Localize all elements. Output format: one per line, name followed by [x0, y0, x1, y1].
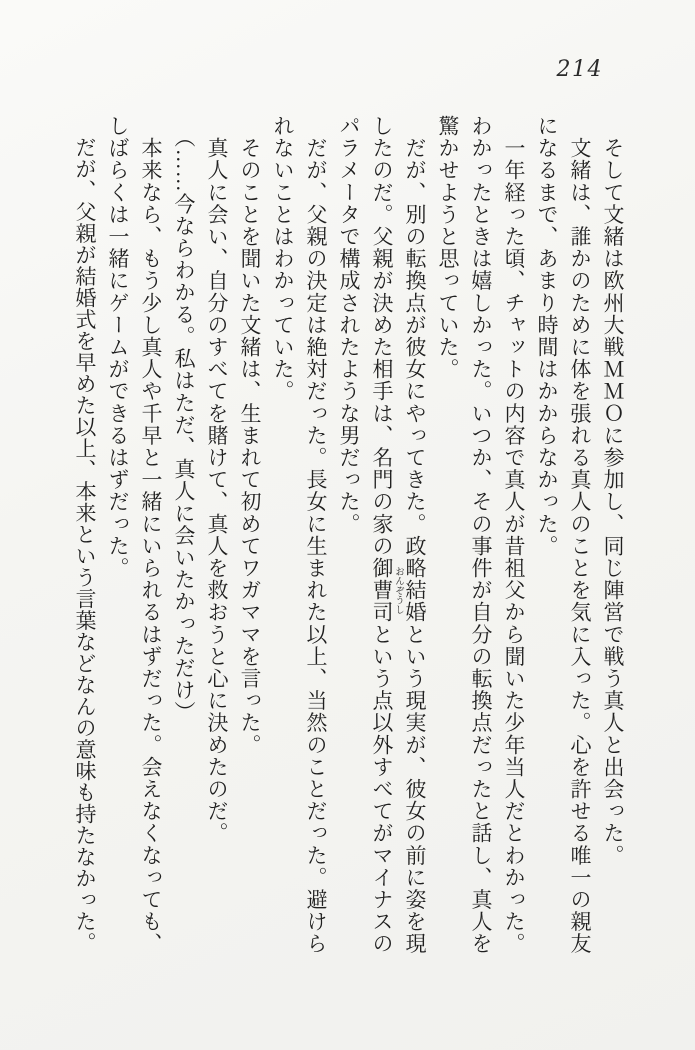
page-text: [67, 115, 629, 960]
ruby-base: 御曹司 おんぞうし: [370, 557, 403, 624]
paragraph-5: だが、父親の決定は絶対だった。長女に生まれた以上、当然のことだった。避けられないことはわかっていた。: [271, 115, 328, 955]
paragraph-1: そして文緒は欧州大戦ＭＭＯに参加し、同じ陣営で戦う真人と出会った。: [601, 115, 625, 867]
paragraph-8: （……今ならわかる。私はただ、真人に会いたかっただけ）: [172, 115, 196, 724]
paragraph-3: 一年経った頃、チャットの内容で真人が昔祖父から聞いた少年当人だとわかった。わかったときは嬉しかった。いつか、その事件が自分の転換点だったと話し、真人を驚かせようと思っていた。: [436, 115, 526, 955]
furigana: おんぞうし: [393, 557, 403, 624]
paragraph-9: 本来なら、もう少し真人や千早と一緒にいられるはずだった。会えなくなっても、しばらくは一緒にゲームができるはずだった。: [106, 115, 163, 955]
paragraph-10: だが、父親が結婚式を早めた以上、本来という言葉などなんの意味も持たなかった。: [73, 115, 97, 954]
paragraph-6: そのことを聞いた文緒は、生まれて初めてワガママを言った。: [238, 115, 262, 756]
page-number: 214: [556, 57, 603, 82]
paragraph-7: 真人に会い、自分のすべてを賭けて、真人を救おうと心に決めたのだ。: [205, 115, 229, 845]
paragraph-4: だが、別の転換点が彼女にやってきた。政略結婚という現実が、彼女の前に姿を現したのだ。父親が決めた相手は、名門の家の御曹司 おんぞうしという点以外すべてがマイナスのパラメータで構成されたような男だった。: [337, 115, 427, 955]
paragraph-2: 文緒は、誰かのために体を張れる真人のことを気に入った。心を許せる唯一の親友になるまで、あまり時間はかからなかった。: [535, 115, 592, 955]
